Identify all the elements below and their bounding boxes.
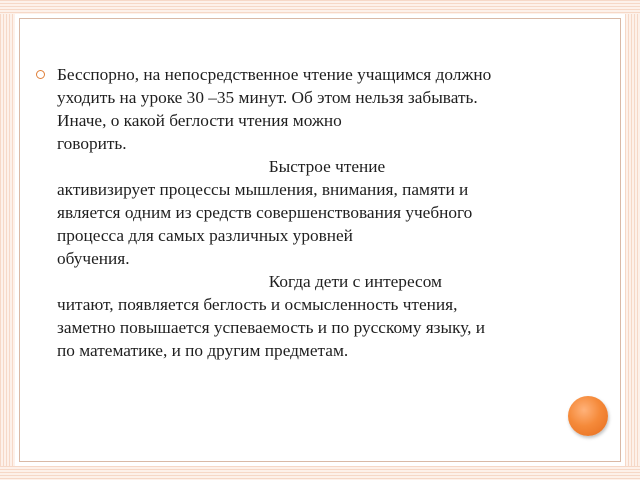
- bottom-border-stripes: [0, 466, 640, 480]
- right-border-stripes: [625, 0, 640, 480]
- bullet-text: [57, 63, 491, 362]
- text-line: Иначе, о какой беглости чтения можно: [57, 111, 342, 130]
- text-line: процесса для самых различных уровней: [57, 226, 353, 245]
- text-line: обучения.: [57, 249, 130, 268]
- bullet-item: [36, 63, 596, 362]
- text-line: читают, появляется беглость и осмысленность чтения,: [57, 295, 458, 314]
- text-line: говорить.: [57, 134, 127, 153]
- left-border-stripes: [0, 0, 15, 480]
- orange-circle-decoration: [568, 396, 608, 436]
- text-line: по математике, и по другим предметам.: [57, 341, 349, 360]
- text-line: является одним из средств совершенствования учебного: [57, 203, 473, 222]
- slide-content: [36, 63, 596, 362]
- text-line: Бесспорно, на непосредственное чтение учащимся должно: [57, 65, 492, 84]
- text-line: активизирует процессы мышления, внимания, памяти и: [57, 180, 469, 199]
- top-border-stripes: [0, 0, 640, 14]
- text-line: Быстрое чтение: [57, 157, 386, 176]
- text-line: уходить на уроке 30 –35 минут. Об этом нельзя забывать.: [57, 88, 478, 107]
- bullet-icon: [36, 70, 45, 79]
- text-line: заметно повышается успеваемость и по русскому языку, и: [57, 318, 486, 337]
- text-line: Когда дети с интересом: [57, 272, 442, 291]
